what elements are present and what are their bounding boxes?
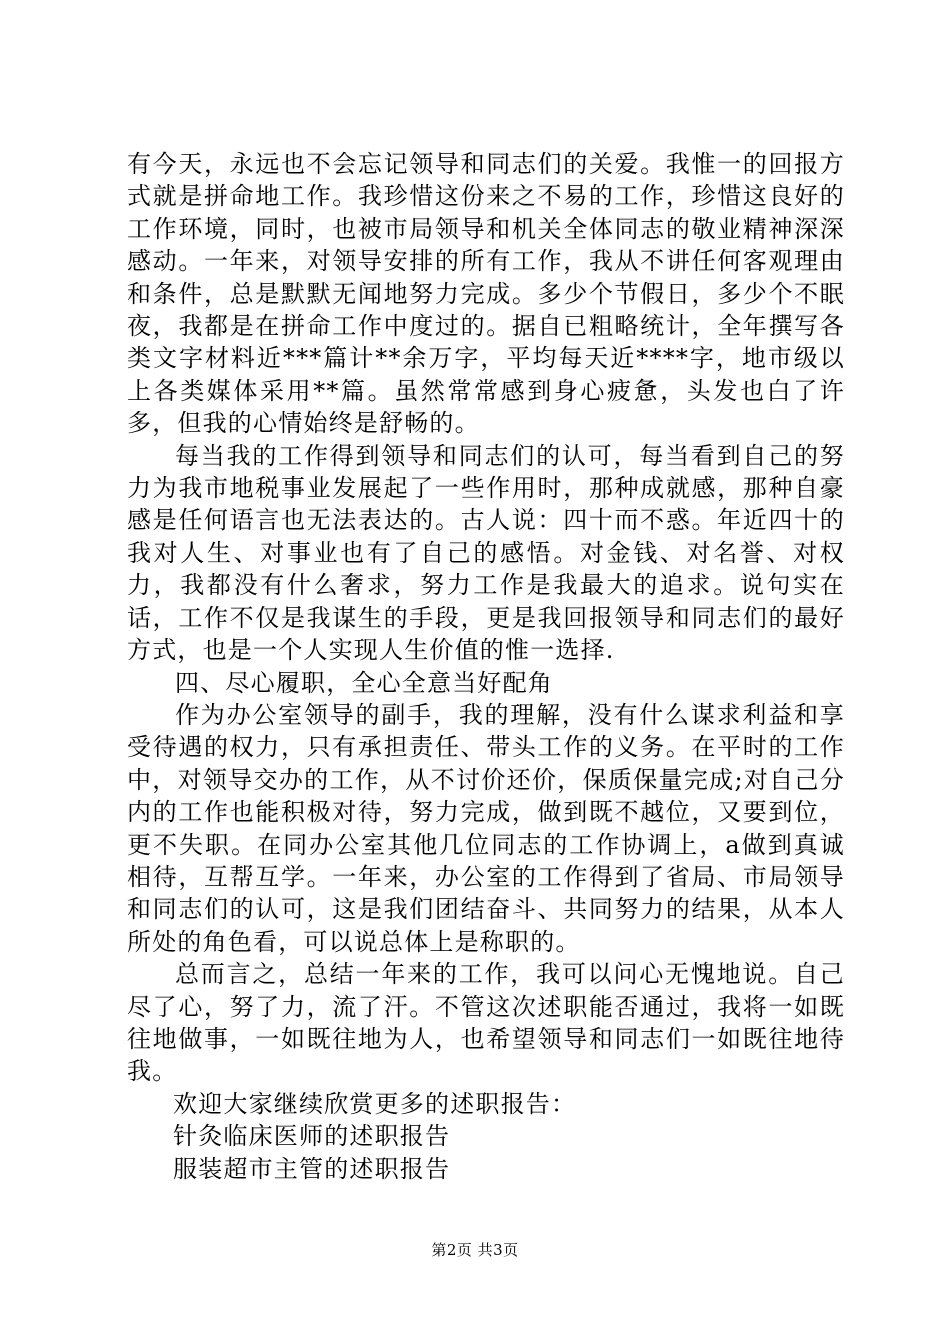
- paragraph-continuation: 有今天，永远也不会忘记领导和同志们的关爱。我惟一的回报方式就是拼命地工作。我珍惜这份来之不易的工作，珍惜这良好的工作环境，同时，也被市局领导和机关全体同志的敬业精神深深感动。一年来，对领导安排的所有工作，我从不讲任何客观理由和条件，总是默默无闻地努力完成。多少个节假日，多少个不眠夜，我都是在拼命工作中度过的。据自已粗略统计，全年撰写各类文字材料近***篇计**余万字，平均每天近****字，地市级以上各类媒体采用**篇。虽然常常感到身心疲惫，头发也白了许多，但我的心情始终是舒畅的。: [127, 150, 845, 438]
- paragraph-role: 作为办公室领导的副手，我的理解，没有什么谋求利益和享受待遇的权力，只有承担责任、带头工作的义务。在平时的工作中，对领导交办的工作，从不讨价还价，保质保量完成;对自己分内的工作也能积极对待，努力完成，做到既不越位，又要到位，更不失职。在同办公室其他几位同志的工作协调上，a做到真诚相待，互帮互学。一年来，办公室的工作得到了省局、市局领导和同志们的认可，这是我们团结奋斗、共同努力的结果，从本人所处的角色看，可以说总体上是称职的。: [127, 700, 845, 956]
- page-footer: 第2页 共3页: [431, 1241, 519, 1259]
- related-link-acupuncture[interactable]: 针灸临床医师的述职报告: [173, 1122, 451, 1151]
- paragraph-recognition: 每当我的工作得到领导和同志们的认可，每当看到自己的努力为我市地税事业发展起了一些作用时，那种成就感，那种自豪感是任何语言也无法表达的。古人说：四十而不惑。年近四十的我对人生、对事业也有了自己的感悟。对金钱、对名誉、对权力，我都没有什么奢求，努力工作是我最大的追求。说句实在话，工作不仅是我谋生的手段，更是我回报领导和同志们的最好方式，也是一个人实现人生价值的惟一选择.: [127, 441, 845, 665]
- document-body: [127, 148, 845, 1185]
- section-heading: 四、尽心履职，全心全意当好配角: [175, 668, 553, 697]
- more-reports-intro: 欢迎大家继续欣赏更多的述职报告：: [173, 1089, 577, 1118]
- paragraph-summary: 总而言之，总结一年来的工作，我可以问心无愧地说。自己尽了心，努了力，流了汗。不管这次述职能否通过，我将一如既往地做事，一如既往地为人，也希望领导和同志们一如既往地待我。: [127, 960, 845, 1086]
- related-link-clothing-supermarket[interactable]: 服装超市主管的述职报告: [173, 1154, 451, 1183]
